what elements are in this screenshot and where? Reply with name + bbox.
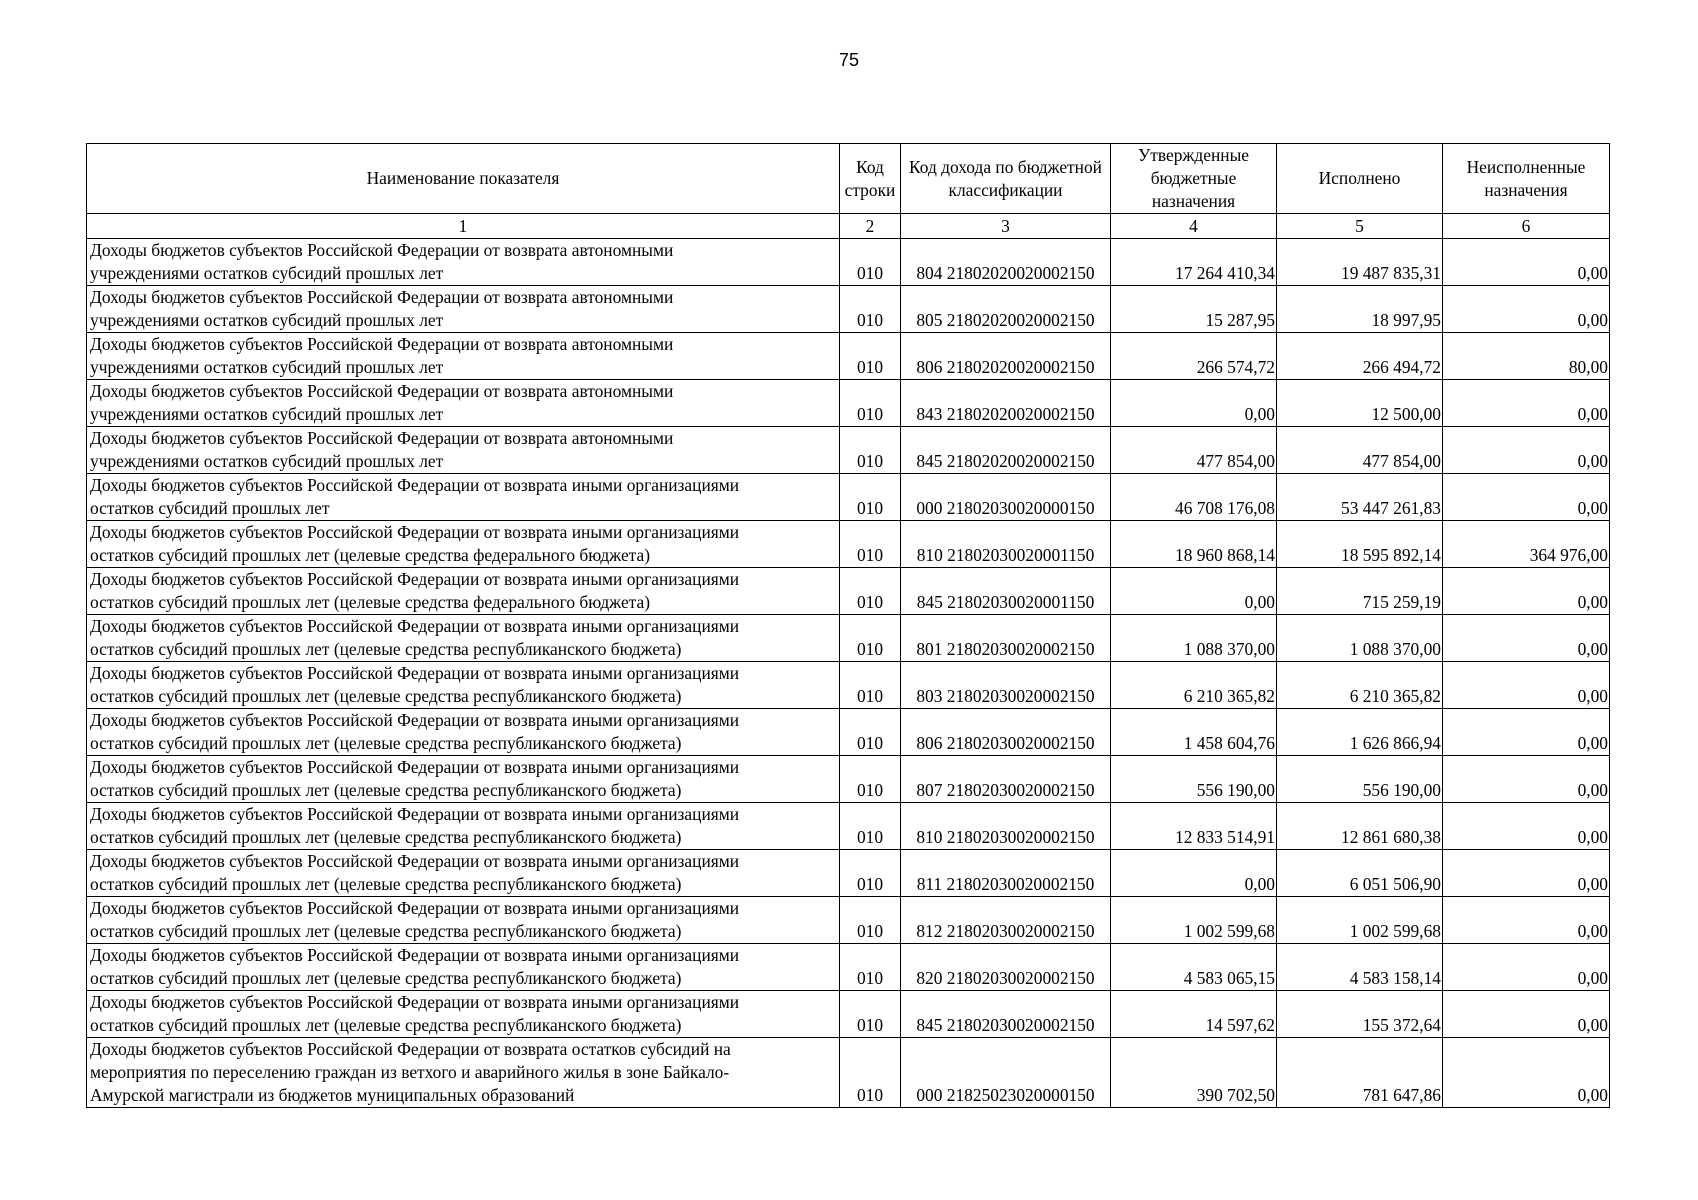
approved-amount-cell: 0,00 (1111, 380, 1277, 427)
indicator-name-line: Доходы бюджетов субъектов Российской Федерации от возврата иными организациями (90, 945, 740, 965)
income-code-cell: 810 21802030020001150 (901, 521, 1111, 568)
indicator-name-line: остатков субсидий прошлых лет (целевые средства республиканского бюджета) (90, 874, 682, 894)
line-code-cell: 010 (840, 991, 901, 1038)
indicator-name-line: остатков субсидий прошлых лет (целевые средства федерального бюджета) (90, 545, 650, 565)
executed-amount-cell: 477 854,00 (1277, 427, 1443, 474)
executed-amount-cell: 12 861 680,38 (1277, 803, 1443, 850)
unexecuted-amount-cell: 0,00 (1443, 474, 1610, 521)
indicator-name-line: остатков субсидий прошлых лет (90, 498, 330, 518)
income-code-cell: 820 21802030020002150 (901, 944, 1111, 991)
table-row (87, 944, 1610, 991)
executed-amount-cell: 1 626 866,94 (1277, 709, 1443, 756)
table-row (87, 474, 1610, 521)
approved-amount-cell: 12 833 514,91 (1111, 803, 1277, 850)
indicator-name-cell (87, 474, 840, 521)
table-body (87, 214, 1610, 1108)
line-code-cell: 010 (840, 897, 901, 944)
approved-amount-cell: 17 264 410,34 (1111, 239, 1277, 286)
header-line-code: Код строки (840, 144, 901, 214)
unexecuted-amount-cell: 0,00 (1443, 568, 1610, 615)
indicator-name-cell (87, 897, 840, 944)
unexecuted-amount-cell: 0,00 (1443, 615, 1610, 662)
indicator-name-line: остатков субсидий прошлых лет (целевые средства республиканского бюджета) (90, 921, 682, 941)
indicator-name-line: учреждениями остатков субсидий прошлых лет (90, 263, 444, 283)
indicator-name-cell (87, 333, 840, 380)
executed-amount-cell: 6 210 365,82 (1277, 662, 1443, 709)
line-code-cell: 010 (840, 286, 901, 333)
approved-amount-cell: 556 190,00 (1111, 756, 1277, 803)
table-row (87, 850, 1610, 897)
line-code-cell: 010 (840, 333, 901, 380)
header-income-code: Код дохода по бюджетной классификации (901, 144, 1111, 214)
unexecuted-amount-cell: 0,00 (1443, 944, 1610, 991)
column-number: 5 (1277, 214, 1443, 239)
indicator-name-line: Доходы бюджетов субъектов Российской Федерации от возврата иными организациями (90, 710, 740, 730)
line-code-cell: 010 (840, 380, 901, 427)
indicator-name-line: остатков субсидий прошлых лет (целевые средства республиканского бюджета) (90, 968, 682, 988)
unexecuted-amount-cell: 0,00 (1443, 709, 1610, 756)
line-code-cell: 010 (840, 474, 901, 521)
approved-amount-cell: 4 583 065,15 (1111, 944, 1277, 991)
income-code-cell: 000 21825023020000150 (901, 1038, 1111, 1108)
indicator-name-cell (87, 568, 840, 615)
approved-amount-cell: 14 597,62 (1111, 991, 1277, 1038)
executed-amount-cell: 155 372,64 (1277, 991, 1443, 1038)
indicator-name-cell (87, 756, 840, 803)
unexecuted-amount-cell: 0,00 (1443, 286, 1610, 333)
indicator-name-line: Доходы бюджетов субъектов Российской Федерации от возврата иными организациями (90, 851, 740, 871)
income-code-cell: 801 21802030020002150 (901, 615, 1111, 662)
line-code-cell: 010 (840, 662, 901, 709)
income-code-cell: 806 21802030020002150 (901, 709, 1111, 756)
indicator-name-line: Доходы бюджетов субъектов Российской Федерации от возврата автономными (90, 334, 674, 354)
indicator-name-line: Доходы бюджетов субъектов Российской Федерации от возврата иными организациями (90, 569, 740, 589)
unexecuted-amount-cell: 0,00 (1443, 239, 1610, 286)
indicator-name-cell (87, 521, 840, 568)
line-code-cell: 010 (840, 1038, 901, 1108)
line-code-cell: 010 (840, 521, 901, 568)
indicator-name-cell (87, 803, 840, 850)
table-row (87, 662, 1610, 709)
indicator-name-line: остатков субсидий прошлых лет (целевые средства республиканского бюджета) (90, 827, 682, 847)
table-row (87, 568, 1610, 615)
indicator-name-line: учреждениями остатков субсидий прошлых лет (90, 404, 444, 424)
indicator-name-cell (87, 380, 840, 427)
line-code-cell: 010 (840, 615, 901, 662)
indicator-name-line: Доходы бюджетов субъектов Российской Федерации от возврата автономными (90, 381, 674, 401)
indicator-name-line: учреждениями остатков субсидий прошлых лет (90, 357, 444, 377)
indicator-name-line: учреждениями остатков субсидий прошлых лет (90, 451, 444, 471)
unexecuted-amount-cell: 0,00 (1443, 756, 1610, 803)
unexecuted-amount-cell: 0,00 (1443, 850, 1610, 897)
unexecuted-amount-cell: 0,00 (1443, 1038, 1610, 1108)
table-row (87, 897, 1610, 944)
table-row (87, 803, 1610, 850)
page-number: 75 (838, 50, 860, 70)
indicator-name-line: Доходы бюджетов субъектов Российской Федерации от возврата остатков субсидий на (90, 1039, 731, 1059)
unexecuted-amount-cell: 0,00 (1443, 427, 1610, 474)
budget-income-table (86, 143, 1610, 1108)
income-code-cell: 807 21802030020002150 (901, 756, 1111, 803)
indicator-name-line: остатков субсидий прошлых лет (целевые средства республиканского бюджета) (90, 639, 682, 659)
indicator-name-cell (87, 991, 840, 1038)
line-code-cell: 010 (840, 709, 901, 756)
indicator-name-line: Доходы бюджетов субъектов Российской Федерации от возврата иными организациями (90, 663, 740, 683)
income-code-cell: 000 21802030020000150 (901, 474, 1111, 521)
indicator-name-line: Доходы бюджетов субъектов Российской Федерации от возврата автономными (90, 287, 674, 307)
executed-amount-cell: 4 583 158,14 (1277, 944, 1443, 991)
column-number: 3 (901, 214, 1111, 239)
table-row (87, 709, 1610, 756)
indicator-name-cell (87, 709, 840, 756)
indicator-name-line: Доходы бюджетов субъектов Российской Федерации от возврата иными организациями (90, 898, 740, 918)
line-code-cell: 010 (840, 427, 901, 474)
income-code-cell: 803 21802030020002150 (901, 662, 1111, 709)
indicator-name-line: учреждениями остатков субсидий прошлых лет (90, 310, 444, 330)
header-indicator-name: Наименование показателя (87, 144, 840, 214)
approved-amount-cell: 46 708 176,08 (1111, 474, 1277, 521)
table-row (87, 1038, 1610, 1108)
indicator-name-line: Доходы бюджетов субъектов Российской Федерации от возврата автономными (90, 428, 674, 448)
column-number: 1 (87, 214, 840, 239)
executed-amount-cell: 18 997,95 (1277, 286, 1443, 333)
indicator-name-line: остатков субсидий прошлых лет (целевые средства федерального бюджета) (90, 592, 650, 612)
unexecuted-amount-cell: 80,00 (1443, 333, 1610, 380)
executed-amount-cell: 1 088 370,00 (1277, 615, 1443, 662)
indicator-name-cell (87, 1038, 840, 1108)
approved-amount-cell: 1 002 599,68 (1111, 897, 1277, 944)
header-executed: Исполнено (1277, 144, 1443, 214)
approved-amount-cell: 15 287,95 (1111, 286, 1277, 333)
table-row (87, 427, 1610, 474)
indicator-name-line: остатков субсидий прошлых лет (целевые средства республиканского бюджета) (90, 1015, 682, 1035)
table-row (87, 239, 1610, 286)
executed-amount-cell: 556 190,00 (1277, 756, 1443, 803)
executed-amount-cell: 266 494,72 (1277, 333, 1443, 380)
line-code-cell: 010 (840, 239, 901, 286)
income-code-cell: 811 21802030020002150 (901, 850, 1111, 897)
indicator-name-line: Доходы бюджетов субъектов Российской Федерации от возврата иными организациями (90, 757, 740, 777)
table-row (87, 615, 1610, 662)
indicator-name-line: остатков субсидий прошлых лет (целевые средства республиканского бюджета) (90, 780, 682, 800)
unexecuted-amount-cell: 364 976,00 (1443, 521, 1610, 568)
executed-amount-cell: 19 487 835,31 (1277, 239, 1443, 286)
executed-amount-cell: 53 447 261,83 (1277, 474, 1443, 521)
table-row (87, 286, 1610, 333)
approved-amount-cell: 1 088 370,00 (1111, 615, 1277, 662)
table-row (87, 991, 1610, 1038)
executed-amount-cell: 12 500,00 (1277, 380, 1443, 427)
column-number: 6 (1443, 214, 1610, 239)
line-code-cell: 010 (840, 803, 901, 850)
approved-amount-cell: 1 458 604,76 (1111, 709, 1277, 756)
table-row (87, 521, 1610, 568)
indicator-name-cell (87, 286, 840, 333)
indicator-name-cell (87, 427, 840, 474)
approved-amount-cell: 6 210 365,82 (1111, 662, 1277, 709)
income-code-cell: 806 21802020020002150 (901, 333, 1111, 380)
column-number: 4 (1111, 214, 1277, 239)
line-code-cell: 010 (840, 568, 901, 615)
executed-amount-cell: 715 259,19 (1277, 568, 1443, 615)
column-number-row (87, 214, 1610, 239)
executed-amount-cell: 781 647,86 (1277, 1038, 1443, 1108)
approved-amount-cell: 18 960 868,14 (1111, 521, 1277, 568)
unexecuted-amount-cell: 0,00 (1443, 897, 1610, 944)
indicator-name-cell (87, 239, 840, 286)
indicator-name-line: мероприятия по переселению граждан из ветхого и аварийного жилья в зоне Байкало- (90, 1062, 730, 1082)
indicator-name-line: Доходы бюджетов субъектов Российской Федерации от возврата иными организациями (90, 992, 740, 1012)
line-code-cell: 010 (840, 850, 901, 897)
approved-amount-cell: 390 702,50 (1111, 1038, 1277, 1108)
header-approved: Утвержденные бюджетные назначения (1111, 144, 1277, 214)
column-number: 2 (840, 214, 901, 239)
table-header-row (87, 144, 1610, 214)
income-code-cell: 810 21802030020002150 (901, 803, 1111, 850)
income-code-cell: 845 21802020020002150 (901, 427, 1111, 474)
indicator-name-line: Доходы бюджетов субъектов Российской Федерации от возврата иными организациями (90, 522, 740, 542)
indicator-name-line: Доходы бюджетов субъектов Российской Федерации от возврата автономными (90, 240, 674, 260)
indicator-name-line: остатков субсидий прошлых лет (целевые средства республиканского бюджета) (90, 733, 682, 753)
approved-amount-cell: 0,00 (1111, 568, 1277, 615)
indicator-name-cell (87, 662, 840, 709)
unexecuted-amount-cell: 0,00 (1443, 662, 1610, 709)
table-row (87, 380, 1610, 427)
line-code-cell: 010 (840, 944, 901, 991)
unexecuted-amount-cell: 0,00 (1443, 803, 1610, 850)
income-code-cell: 812 21802030020002150 (901, 897, 1111, 944)
approved-amount-cell: 477 854,00 (1111, 427, 1277, 474)
income-code-cell: 845 21802030020001150 (901, 568, 1111, 615)
income-code-cell: 804 21802020020002150 (901, 239, 1111, 286)
indicator-name-line: Доходы бюджетов субъектов Российской Федерации от возврата иными организациями (90, 616, 740, 636)
indicator-name-line: остатков субсидий прошлых лет (целевые средства республиканского бюджета) (90, 686, 682, 706)
approved-amount-cell: 0,00 (1111, 850, 1277, 897)
income-code-cell: 845 21802030020002150 (901, 991, 1111, 1038)
header-unexecuted: Неисполненные назначения (1443, 144, 1610, 214)
indicator-name-line: Амурской магистрали из бюджетов муниципальных образований (90, 1085, 575, 1105)
income-code-cell: 805 21802020020002150 (901, 286, 1111, 333)
line-code-cell: 010 (840, 756, 901, 803)
indicator-name-cell (87, 850, 840, 897)
indicator-name-cell (87, 615, 840, 662)
table-row (87, 756, 1610, 803)
indicator-name-line: Доходы бюджетов субъектов Российской Федерации от возврата иными организациями (90, 804, 740, 824)
indicator-name-cell (87, 944, 840, 991)
approved-amount-cell: 266 574,72 (1111, 333, 1277, 380)
executed-amount-cell: 18 595 892,14 (1277, 521, 1443, 568)
executed-amount-cell: 6 051 506,90 (1277, 850, 1443, 897)
executed-amount-cell: 1 002 599,68 (1277, 897, 1443, 944)
indicator-name-line: Доходы бюджетов субъектов Российской Федерации от возврата иными организациями (90, 475, 740, 495)
table-row (87, 333, 1610, 380)
income-code-cell: 843 21802020020002150 (901, 380, 1111, 427)
unexecuted-amount-cell: 0,00 (1443, 380, 1610, 427)
unexecuted-amount-cell: 0,00 (1443, 991, 1610, 1038)
